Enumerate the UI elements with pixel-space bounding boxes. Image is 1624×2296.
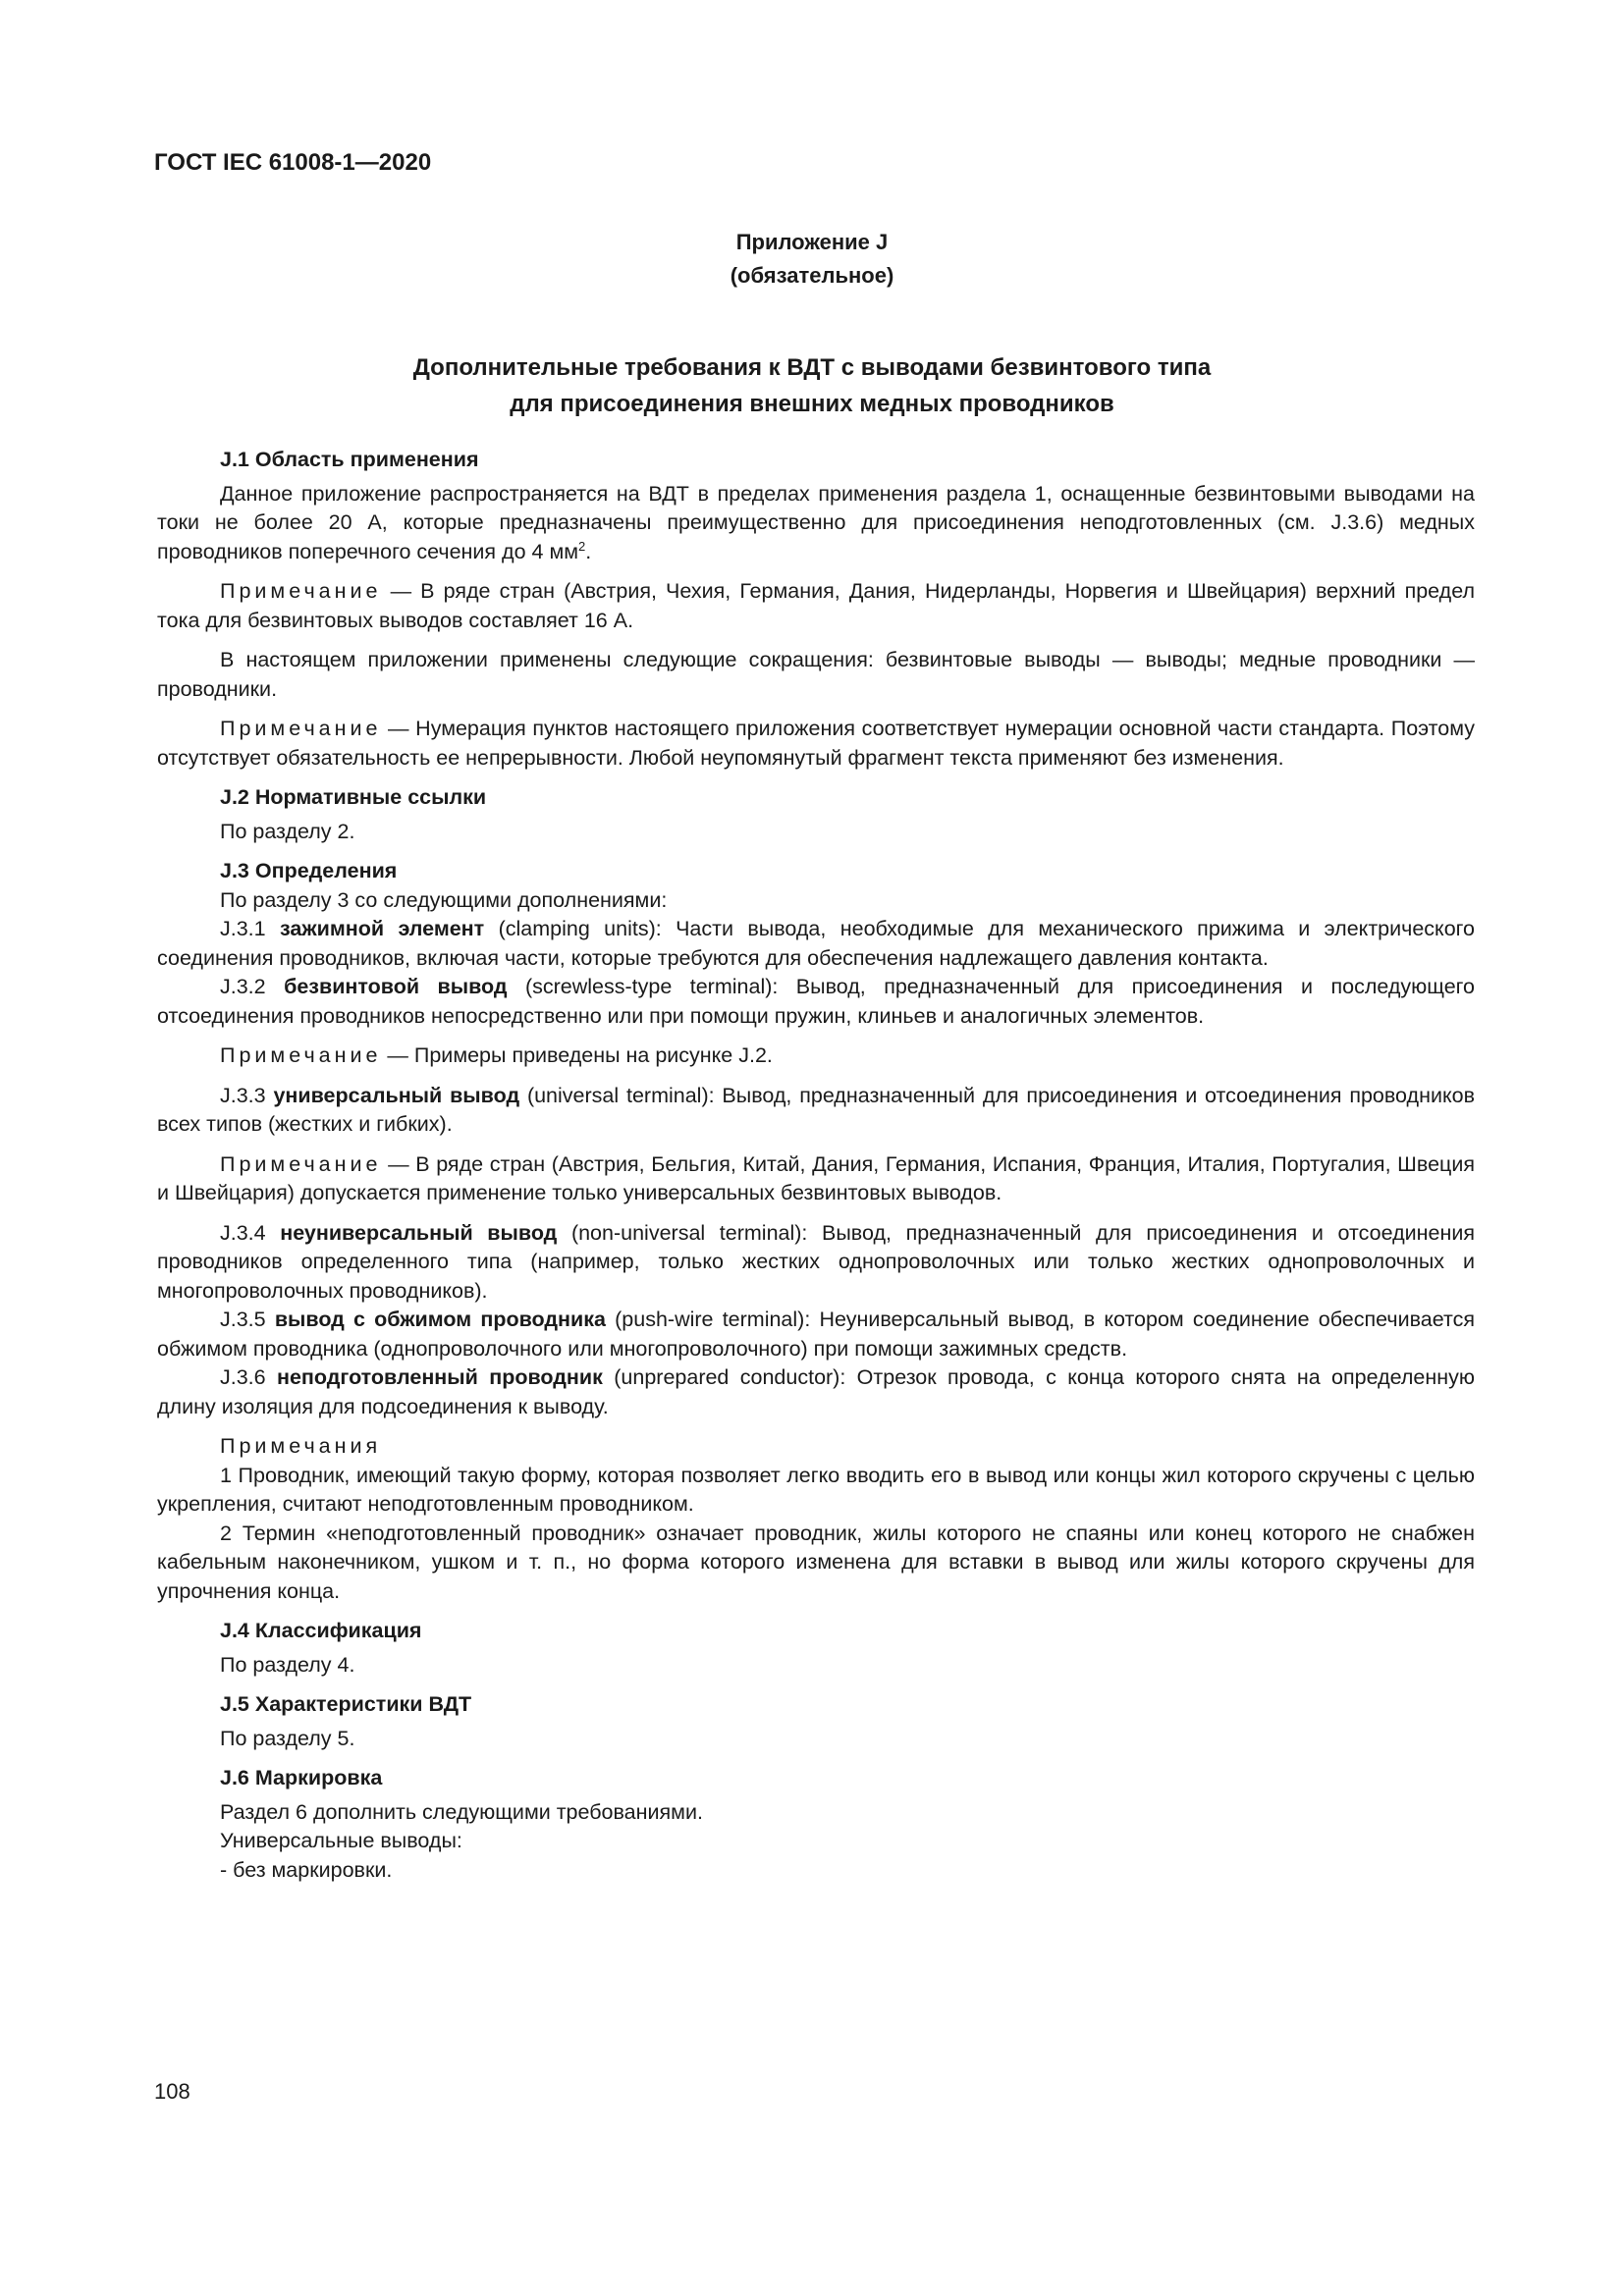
- definition-text: (universal terminal): Вывод, предназначенный для присоединения и отсоединения проводников всех типов (жестких и гибких).: [157, 1083, 1475, 1136]
- definition-j3-5: [157, 1306, 1475, 1363]
- superscript: 2: [578, 538, 586, 554]
- paragraph: По разделу 2.: [220, 819, 355, 843]
- definition-j3-2: [157, 973, 1475, 1031]
- definition-term: вывод с обжимом проводника: [274, 1308, 606, 1331]
- paragraph: Раздел 6 дополнить следующими требованиями.: [220, 1799, 703, 1824]
- definition-j3-6: [157, 1363, 1475, 1421]
- paragraph-abbreviations: В настоящем приложении применены следующие сокращения: безвинтовые выводы — выводы; медные проводники — проводники.: [157, 648, 1475, 701]
- definition-text: (clamping units): Части вывода, необходимые для механического прижима и электрического соединения проводников, включая части, которые требуются для обеспечения надлежащего давления контакта.: [157, 917, 1475, 970]
- list-item: - без маркировки.: [220, 1857, 393, 1882]
- section-heading-j6: J.6 Маркировка: [220, 1766, 383, 1789]
- definition-j3-4: [157, 1219, 1475, 1307]
- notes-label: [157, 1432, 1475, 1462]
- note-label: Примечание: [220, 717, 382, 740]
- section-heading-j3: J.3 Определения: [220, 859, 398, 882]
- note-paragraph: [157, 1150, 1475, 1208]
- note-text: — Нумерация пунктов настоящего приложения соответствует нумерации основной части стандарта. Поэтому отсутствует обязательность ее непрерывности. Любой неупомянутый фрагмент текста применяют без изменения.: [157, 717, 1475, 770]
- definition-number: J.3.1: [220, 917, 280, 940]
- definition-number: J.3.6: [220, 1365, 277, 1389]
- definition-term: неподготовленный проводник: [276, 1365, 603, 1389]
- standard-header: ГОСТ IEC 61008-1—2020: [154, 149, 432, 176]
- annex-status: (обязательное): [730, 263, 894, 288]
- annex-heading: [0, 226, 1624, 293]
- note-text: — В ряде стран (Австрия, Бельгия, Китай, Дания, Германия, Испания, Франция, Италия, Португалия, Швеция и Швейцария) допускается применение только универсальных безвинтовых выводов.: [157, 1151, 1475, 1204]
- definition-j3-1: [157, 915, 1475, 973]
- definition-term: безвинтовой вывод: [284, 975, 508, 998]
- definition-text: (unprepared conductor): Отрезок провода, с конца которого снята на определенную длину изоляция для подсоединения к выводу.: [157, 1365, 1475, 1418]
- definition-j3-3: [157, 1082, 1475, 1140]
- definition-number: J.3.4: [220, 1220, 281, 1245]
- paragraph: По разделу 4.: [220, 1652, 355, 1677]
- section-heading-j1: J.1 Область применения: [220, 448, 479, 471]
- paragraph: По разделу 5.: [220, 1726, 355, 1750]
- annex-title: Приложение J: [735, 230, 889, 254]
- definition-text: (screwless-type terminal): Вывод, предназначенный для присоединения и последующего отсоединения проводников непосредственно или при помощи пружин, клиньев и аналогичных элементов.: [157, 975, 1475, 1028]
- scope-text: Данное приложение распространяется на ВДТ в пределах применения раздела 1, оснащенные безвинтовыми выводами на токи не более 20 А, которые предназначены преимущественно для присоединения неподготовленных (см. J.3.6) медных проводников поперечного сечения до 4 мм: [157, 481, 1475, 563]
- document-body: [157, 446, 1475, 1885]
- note-label: Примечания: [220, 1434, 382, 1458]
- definition-number: J.3.5: [220, 1308, 275, 1331]
- definition-number: J.3.2: [220, 975, 285, 998]
- note-label: Примечание: [220, 1043, 382, 1067]
- paragraph-scope: [157, 480, 1475, 567]
- note-item-2: 2 Термин «неподготовленный проводник» означает проводник, жилы которого не спаяны или конец которого не снабжен кабельным наконечником, ушком и т. п., но форма которого изменена для вставки в вывод или жилы которого скручены для упрочнения конца.: [157, 1521, 1475, 1603]
- note-item-1: 1 Проводник, имеющий такую форму, которая позволяет легко вводить его в вывод или концы жил которого скручены с целью укрепления, считают неподготовленным проводником.: [157, 1463, 1475, 1516]
- definition-term: универсальный вывод: [273, 1083, 520, 1107]
- paragraph: Универсальные выводы:: [220, 1829, 462, 1852]
- scope-end: .: [585, 539, 592, 563]
- definition-text: (push-wire terminal): Неуниверсальный вывод, в котором соединение обеспечивается обжимом проводника (однопроволочного или многопроволочного) при помощи зажимных средств.: [157, 1308, 1475, 1361]
- note-paragraph: [157, 1041, 1475, 1071]
- title-line-2: для присоединения внешних медных проводников: [510, 391, 1114, 417]
- definition-term: зажимной элемент: [280, 917, 485, 940]
- section-heading-j2: J.2 Нормативные ссылки: [220, 785, 487, 809]
- note-label: Примечание: [220, 579, 382, 603]
- page-number: 108: [154, 2079, 190, 2104]
- paragraph: По разделу 3 со следующими дополнениями:: [220, 887, 668, 912]
- annex-main-title: [0, 349, 1624, 422]
- section-heading-j4: J.4 Классификация: [220, 1619, 422, 1642]
- definition-term: неуниверсальный вывод: [280, 1220, 558, 1245]
- section-heading-j5: J.5 Характеристики ВДТ: [220, 1692, 472, 1716]
- note-paragraph: [157, 577, 1475, 635]
- note-text: — В ряде стран (Австрия, Чехия, Германия, Дания, Нидерланды, Норвегия и Швейцария) верхний предел тока для безвинтовых выводов составляет 16 А.: [157, 579, 1475, 632]
- definition-text: (non-universal terminal): Вывод, предназначенный для присоединения и отсоединения проводников определенного типа (например, только жестких однопроволочных или только жестких однопроволочных и многопроволочных проводников).: [157, 1220, 1475, 1303]
- definition-number: J.3.3: [220, 1083, 274, 1107]
- note-text: — Примеры приведены на рисунке J.2.: [381, 1043, 773, 1067]
- title-line-1: Дополнительные требования к ВДТ с выводами безвинтового типа: [412, 354, 1212, 381]
- note-label: Примечание: [220, 1151, 382, 1176]
- note-paragraph: [157, 715, 1475, 773]
